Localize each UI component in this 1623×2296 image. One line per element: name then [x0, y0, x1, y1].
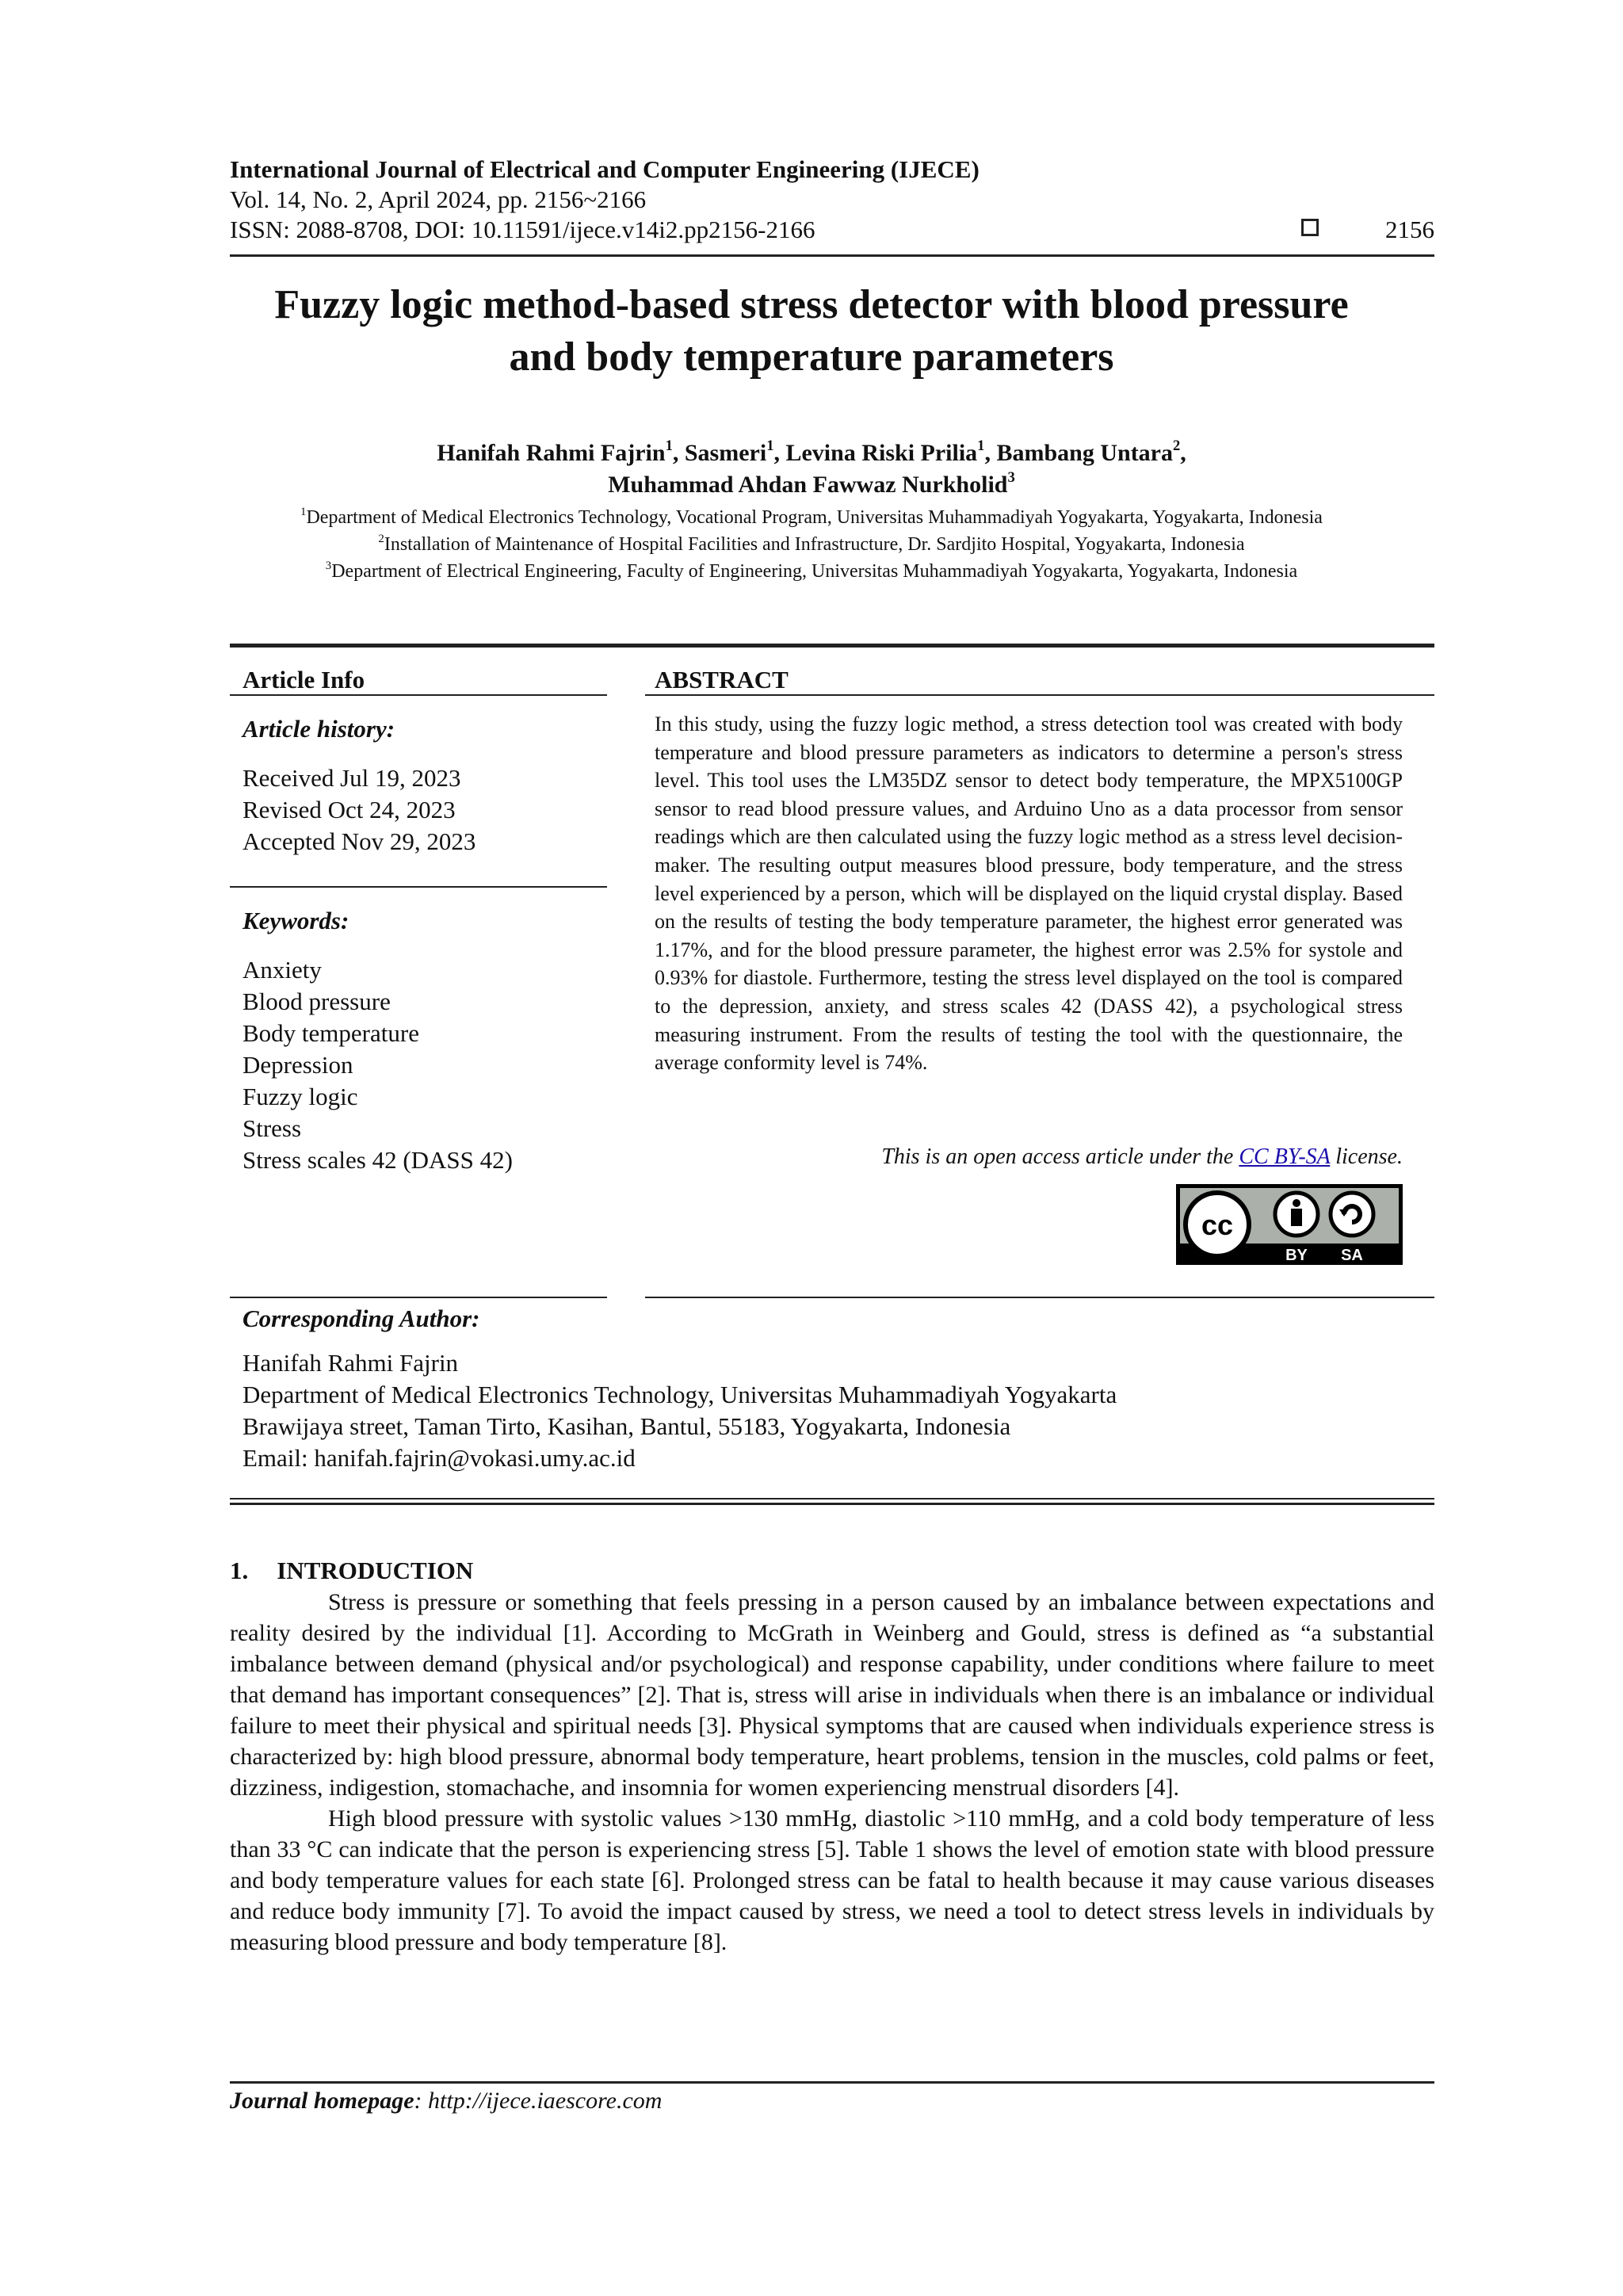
author-line-1: Hanifah Rahmi Fajrin$^1$, Sasmeri$^1$, Levina Riski Prilia$^1$, Bambang Untara$^2$,: [437, 437, 1186, 466]
keyword: Blood pressure: [242, 988, 391, 1015]
corresponding-rule-2: [230, 1503, 1434, 1505]
author-name: Levina Riski Prilia: [785, 440, 978, 466]
article-info-heading: Article Info: [242, 666, 365, 693]
corresponding-author-heading: Corresponding Author:: [242, 1305, 480, 1332]
keywords-rule: [230, 886, 607, 888]
keyword-list: [242, 954, 513, 1176]
corresponding-author-details: [242, 1347, 1117, 1474]
article-history: [242, 762, 475, 858]
badge-by-label: BY: [1285, 1247, 1308, 1264]
accepted-date: Accepted Nov 29, 2023: [242, 827, 476, 855]
square-bullet-icon: [1301, 219, 1319, 236]
affiliations: [190, 504, 1433, 585]
cc-by-sa-link[interactable]: CC BY-SA: [1239, 1144, 1331, 1169]
abstract-rule: [645, 694, 1434, 696]
author-name: Sasmeri: [684, 440, 767, 466]
author-name: Hanifah Rahmi Fajrin: [437, 440, 666, 466]
received-date: Received Jul 19, 2023: [242, 764, 461, 792]
paper-title: [190, 279, 1433, 384]
abstract-text: In this study, using the fuzzy logic method, a stress detection tool was created with body temperature and blood pressure parameters as indicators to determine a person's stress level. This tool uses the LM35DZ sensor to detect body temperature, the MPX5100GP sensor to read blood pressure values, and Arduino Uno as a data processor from sensor readings which are then calculated using the fuzzy logic method as a stress level decision-maker. The resulting output measures blood pressure, body temperature, and the stress level experienced by a person, which will be displayed on the liquid crystal display. Based on the results of testing the body temperature parameter, the highest error generated was 1.17%, and for the blood pressure parameter, the highest error was 2.5% for systole and 0.93% for diastole. Furthermore, testing the stress level displayed on the tool is compared to the depression, anxiety, and stress scales 42 (DASS 42), a psychological stress measuring instrument. From the results of testing the tool with the questionnaire, the average conformity level is 74%.: [655, 712, 1403, 1075]
author-name: Muhammad Ahdan Fawwaz Nurkholid: [608, 472, 1008, 498]
corresponding-address: Brawijaya street, Taman Tirto, Kasihan, Bantul, 55183, Yogyakarta, Indonesia: [242, 1412, 1011, 1440]
keyword: Stress: [242, 1114, 302, 1142]
intro-paragraph-2: High blood pressure with systolic values >130 mmHg, diastolic >110 mmHg, and a cold body temperature of less than 33 °C can indicate that the person is experiencing stress [5]. Table 1 shows the level of emotion state with blood pressure and body temperature values for each state [6]. Prolonged stress can be fatal to health because it may cause various diseases and reduce body immunity [7]. To avoid the impact caused by stress, we need a tool to detect stress levels in individuals by measuring blood pressure and body temperature [8].: [230, 1805, 1434, 1955]
keyword: Body temperature: [242, 1019, 419, 1047]
corresponding-rule-1: [230, 1498, 1434, 1499]
affiliation-3: $^3$Department of Electrical Engineering, Faculty of Engineering, Universitas Muhammadiyah Yogyakarta, Yogyakarta, Indonesia: [325, 559, 1298, 582]
corresponding-name: Hanifah Rahmi Fajrin: [242, 1349, 459, 1377]
keyword: Stress scales 42 (DASS 42): [242, 1146, 513, 1174]
license-statement: This is an open access article under the CC BY-SA license.: [881, 1144, 1403, 1169]
volume-line: Vol. 14, No. 2, April 2024, pp. 2156~2166: [230, 185, 647, 213]
author-line-2: Muhammad Ahdan Fawwaz Nurkholid$^3$: [608, 469, 1015, 498]
journal-homepage: Journal homepage: http://ijece.iaescore.com: [230, 2088, 663, 2114]
section-heading-introduction: 1. INTRODUCTION: [230, 1557, 474, 1584]
revised-date: Revised Oct 24, 2023: [242, 796, 456, 823]
affiliation-2: $^2$Installation of Maintenance of Hospital Facilities and Infrastructure, Dr. Sardjito Hospital, Yogyakarta, Indonesia: [378, 532, 1245, 555]
author-list: [190, 437, 1433, 501]
homepage-url[interactable]: : http://ijece.iaescore.com: [414, 2088, 663, 2114]
info-bottom-left-rule: [230, 1297, 607, 1298]
keywords-heading: Keywords:: [242, 907, 349, 934]
info-bottom-right-rule: [645, 1297, 1434, 1298]
info-top-rule: [230, 644, 1434, 648]
abstract-heading: ABSTRACT: [655, 666, 789, 693]
affiliation-1: $^1$Department of Medical Electronics Technology, Vocational Program, Universitas Muhammadiyah Yogyakarta, Yogyakarta, Indonesia: [300, 505, 1323, 528]
title-line-1: Fuzzy logic method-based stress detector with blood pressure: [274, 282, 1349, 327]
keyword: Depression: [242, 1051, 353, 1079]
info-left-rule: [230, 694, 607, 696]
header-rule: [230, 254, 1434, 257]
corresponding-email: Email: hanifah.fajrin@vokasi.umy.ac.id: [242, 1444, 636, 1472]
page-number: 2156: [1385, 216, 1434, 243]
title-line-2: and body temperature parameters: [509, 334, 1114, 380]
author-name: Bambang Untara: [996, 440, 1173, 466]
footer-rule: [230, 2081, 1434, 2084]
svg-text:cc: cc: [1201, 1209, 1234, 1241]
journal-name: International Journal of Electrical and Computer Engineering (IJECE): [230, 155, 980, 183]
cc-by-sa-badge-icon[interactable]: [1176, 1184, 1403, 1265]
corresponding-dept: Department of Medical Electronics Technology, Universitas Muhammadiyah Yogyakarta: [242, 1381, 1117, 1408]
introduction-body: [230, 1587, 1434, 1958]
badge-sa-label: SA: [1341, 1247, 1363, 1264]
keyword: Anxiety: [242, 956, 322, 984]
issn-doi-line: ISSN: 2088-8708, DOI: 10.11591/ijece.v14i2.pp2156-2166: [230, 216, 815, 243]
keyword: Fuzzy logic: [242, 1083, 358, 1110]
intro-paragraph-1: Stress is pressure or something that feels pressing in a person caused by an imbalance between expectations and reality desired by the individual [1]. According to McGrath in Weinberg and Gould, stress is defined as “a substantial imbalance between demand (physical and/or psychological) and response capability, under conditions where failure to meet that demand has important consequences” [2]. That is, stress will arise in individuals when there is an imbalance or individual failure to meet their physical and spiritual needs [3]. Physical symptoms that are caused when individuals experience stress is characterized by: high blood pressure, abnormal body temperature, heart problems, tension in the muscles, cold palms or feet, dizziness, indigestion, stomachache, and insomnia for women experiencing menstrual disorders [4].: [230, 1589, 1434, 1801]
article-history-heading: Article history:: [242, 715, 395, 743]
